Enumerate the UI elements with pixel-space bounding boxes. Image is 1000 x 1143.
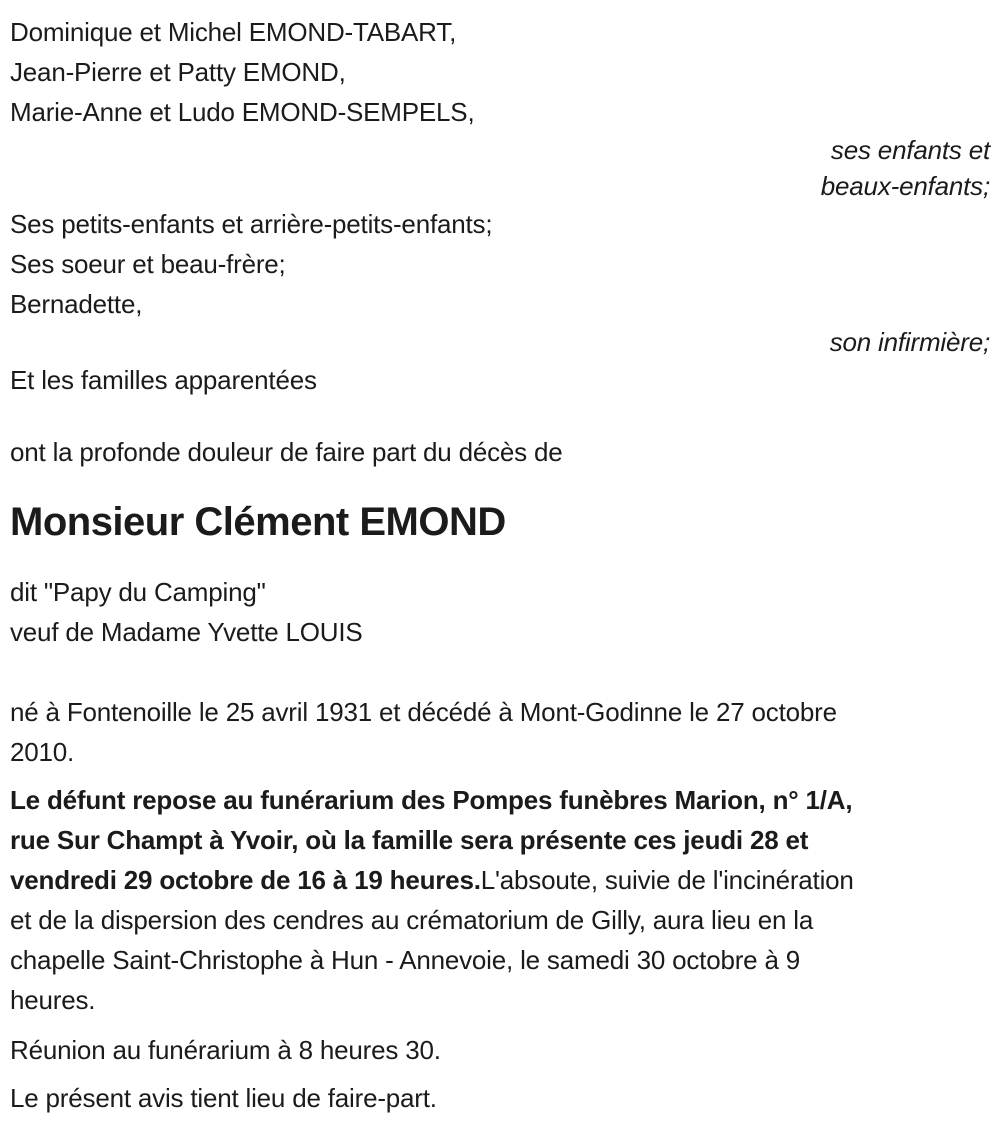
mourner-child-line: Dominique et Michel EMOND-TABART, xyxy=(10,17,457,47)
mourner-relative-line: Bernadette, xyxy=(10,289,143,319)
announcement-intro xyxy=(10,432,992,472)
children-role-line: beaux-enfants; xyxy=(820,171,990,201)
funeral-mixed-line xyxy=(10,860,992,900)
funeral-wake-line: Le défunt repose au funérarium des Pompes funèbres Marion, n° 1/A, xyxy=(10,785,853,815)
closing-notice-text: Le présent avis tient lieu de faire-part. xyxy=(10,1083,437,1113)
birth-death-line: né à Fontenoille le 25 avril 1931 et décédé à Mont-Godinne le 27 octobre xyxy=(10,697,837,727)
related-families-line xyxy=(10,360,992,400)
announcement-intro-text: ont la profonde douleur de faire part du décès de xyxy=(10,437,563,467)
deceased-name-heading: Monsieur Clément EMOND xyxy=(10,500,506,544)
meeting-time-line xyxy=(10,1030,992,1070)
nurse-role-line: son infirmière; xyxy=(829,327,990,357)
children-role-label xyxy=(10,132,992,204)
funeral-service-start-text: L'absoute, suivie de l'incinération xyxy=(480,865,854,895)
mourner-relative-line: Ses soeur et beau-frère; xyxy=(10,249,286,279)
funeral-service-line: heures. xyxy=(10,985,96,1015)
funeral-details-paragraph xyxy=(10,780,992,1020)
widower-of-line: veuf de Madame Yvette LOUIS xyxy=(10,617,363,647)
mourner-child-line: Jean-Pierre et Patty EMOND, xyxy=(10,57,346,87)
related-families-text: Et les familles apparentées xyxy=(10,365,317,395)
nurse-role-label xyxy=(10,324,992,360)
mourner-relative-line: Ses petits-enfants et arrière-petits-enfants; xyxy=(10,209,493,239)
meeting-time-text: Réunion au funérarium à 8 heures 30. xyxy=(10,1035,441,1065)
birth-death-line: 2010. xyxy=(10,737,75,767)
mourners-relatives-list xyxy=(10,204,992,324)
mourners-children-list xyxy=(10,12,992,132)
deceased-identity-block xyxy=(10,572,992,652)
mourner-child-line: Marie-Anne et Ludo EMOND-SEMPELS, xyxy=(10,97,475,127)
funeral-service-line: et de la dispersion des cendres au crématorium de Gilly, aura lieu en la xyxy=(10,905,814,935)
birth-death-paragraph xyxy=(10,692,992,772)
funeral-wake-end-text: vendredi 29 octobre de 16 à 19 heures. xyxy=(10,865,481,895)
children-role-line: ses enfants et xyxy=(830,135,990,165)
funeral-service-line: chapelle Saint-Christophe à Hun - Annevoie, le samedi 30 octobre à 9 xyxy=(10,945,801,975)
funeral-wake-line: rue Sur Champt à Yvoir, où la famille sera présente ces jeudi 28 et xyxy=(10,825,809,855)
closing-notice-line xyxy=(10,1078,992,1118)
deceased-nickname: dit "Papy du Camping" xyxy=(10,577,266,607)
